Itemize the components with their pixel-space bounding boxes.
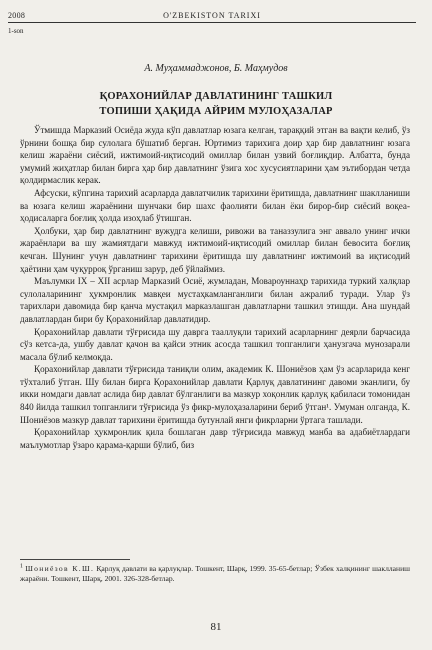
body-paragraph: Ўтмишда Марказий Осиёда жуда кўп давлатлар юзага келган, тараққий этган ва вақти келиб, ўз ўрнини бошқа бир сулолага бўшатиб берган. Юртимиз тарихига доир ҳар бир давлатнинг юзага келиш жараёни сиёсий, ижтимоий-иқтисодий омиллар билан узвий боғлиқдир. Албатта, бунда умумий жиҳатлар билан бирга ҳар бир давлатнинг ўзига хос хусусиятларини ҳам эътибордан четда қолдирмаслик керак. [20, 125, 410, 186]
page-number: 81 [210, 621, 222, 633]
header-journal-name: O'ZBEKISTON TARIXI [163, 11, 261, 20]
header-year: 2008 [8, 11, 26, 20]
body-paragraph: Қорахонийлар давлати тўғрисида шу даврга тааллуқли тарихий асарларнинг деярли барчасида сўз кетса-да, ушбу давлат қачон ва қайси этник асосда ташкил топганлиги ҳанузгача мунозарали масала бўлиб келмоқда. [20, 326, 410, 362]
footnote-author: Шониёзов К.Ш. [25, 564, 95, 573]
article-title-line: ҚОРАХОНИЙЛАР ДАВЛАТИНИНГ ТАШКИЛ [99, 91, 333, 102]
article-title-line: ТОПИШИ ҲАҚИДА АЙРИМ МУЛОҲАЗАЛАР [99, 106, 333, 117]
header-issue: 1-son [8, 27, 24, 35]
body-paragraph: Қорахонийлар ҳукмронлик қила бошлаган давр тўғрисида мавжуд манба ва адабиётлардаги маълумотлар ўзаро қарама-қарши бўлиб, биз [20, 427, 410, 450]
body-paragraph: Қорахонийлар давлати тўғрисида таниқли олим, академик К. Шониёзов ҳам ўз асарларида кенг тўхталиб ўтган. Шу билан бирга Қорахонийлар давлати Қарлуқ давлатининг давоми эканлиги, бу икки номдаги давлат аслида бир давлат бўлганлиги ва мазкур хоқонлик қарлуқ қабиласи томонидан 840 йилда ташкил топганлиги тўғрисида ўз фикр-мулоҳазаларини бериб ўтган¹. Умуман олганда, К. Шониёзов мазкур давлат тарихини ёритишда бутунлай янги фикрларни ўртага ташлади. [20, 364, 410, 425]
footnote-text: Қарлуқ давлати ва қарлуқлар. Тошкент, Шарқ, 1999. 35-65-бетлар; Ўзбек халқининг шаклланиш жараёни. Тошкент, Шарқ, 2001. 326-328-бетлар. [20, 564, 410, 583]
header-rule [8, 22, 416, 23]
article-body [20, 124, 410, 451]
footnote-marker: 1 [20, 563, 23, 570]
footnote [20, 564, 410, 584]
body-paragraph: Маълумки IX – XII асрлар Марказий Осиё, жумладан, Мовароуннаҳр тарихида туркий халқлар сулолаларининг ҳукмронлик мавқеи мустаҳкамланганлиги билан ажралиб туради. Улар ўз тарихлари давомида бир қанча мустақил марказлашган давлатларни ташкил этишди. Ана шундай давлатлардан бири бу Қорахонийлар давлатидир. [20, 276, 410, 324]
body-paragraph: Ҳолбуки, ҳар бир давлатнинг вужудга келиши, ривожи ва таназзулига энг аввало унинг ички жараёнлари ва шу жамиятдаги мавжуд ижтимоий-иқтисодий омиллар билан бевосита боғлиқ кечган. Шунинг учун давлатнинг тарихини ёритишда шу давлатнинг ижтимоий ва иқтисодий ҳаётини ҳам чуқурроқ ўрганиш зарур, деб ўйлаймиз. [20, 225, 410, 274]
article-title [20, 89, 412, 119]
footnote-rule [20, 559, 130, 560]
article-authors: А. Муҳаммаджонов, Б. Маҳмудов [144, 63, 288, 74]
body-paragraph: Афсуски, кўпгина тарихий асарларда давлатчилик тарихини ёритишда, давлатнинг шаклланиши ва юзага келиш жараёнини шунчаки бир шахс фаолияти билан ёки бирор-бир сиёсий воқеа-ҳодисаларга боғлиқ ҳолда изоҳлаб ўтишган. [20, 187, 410, 224]
